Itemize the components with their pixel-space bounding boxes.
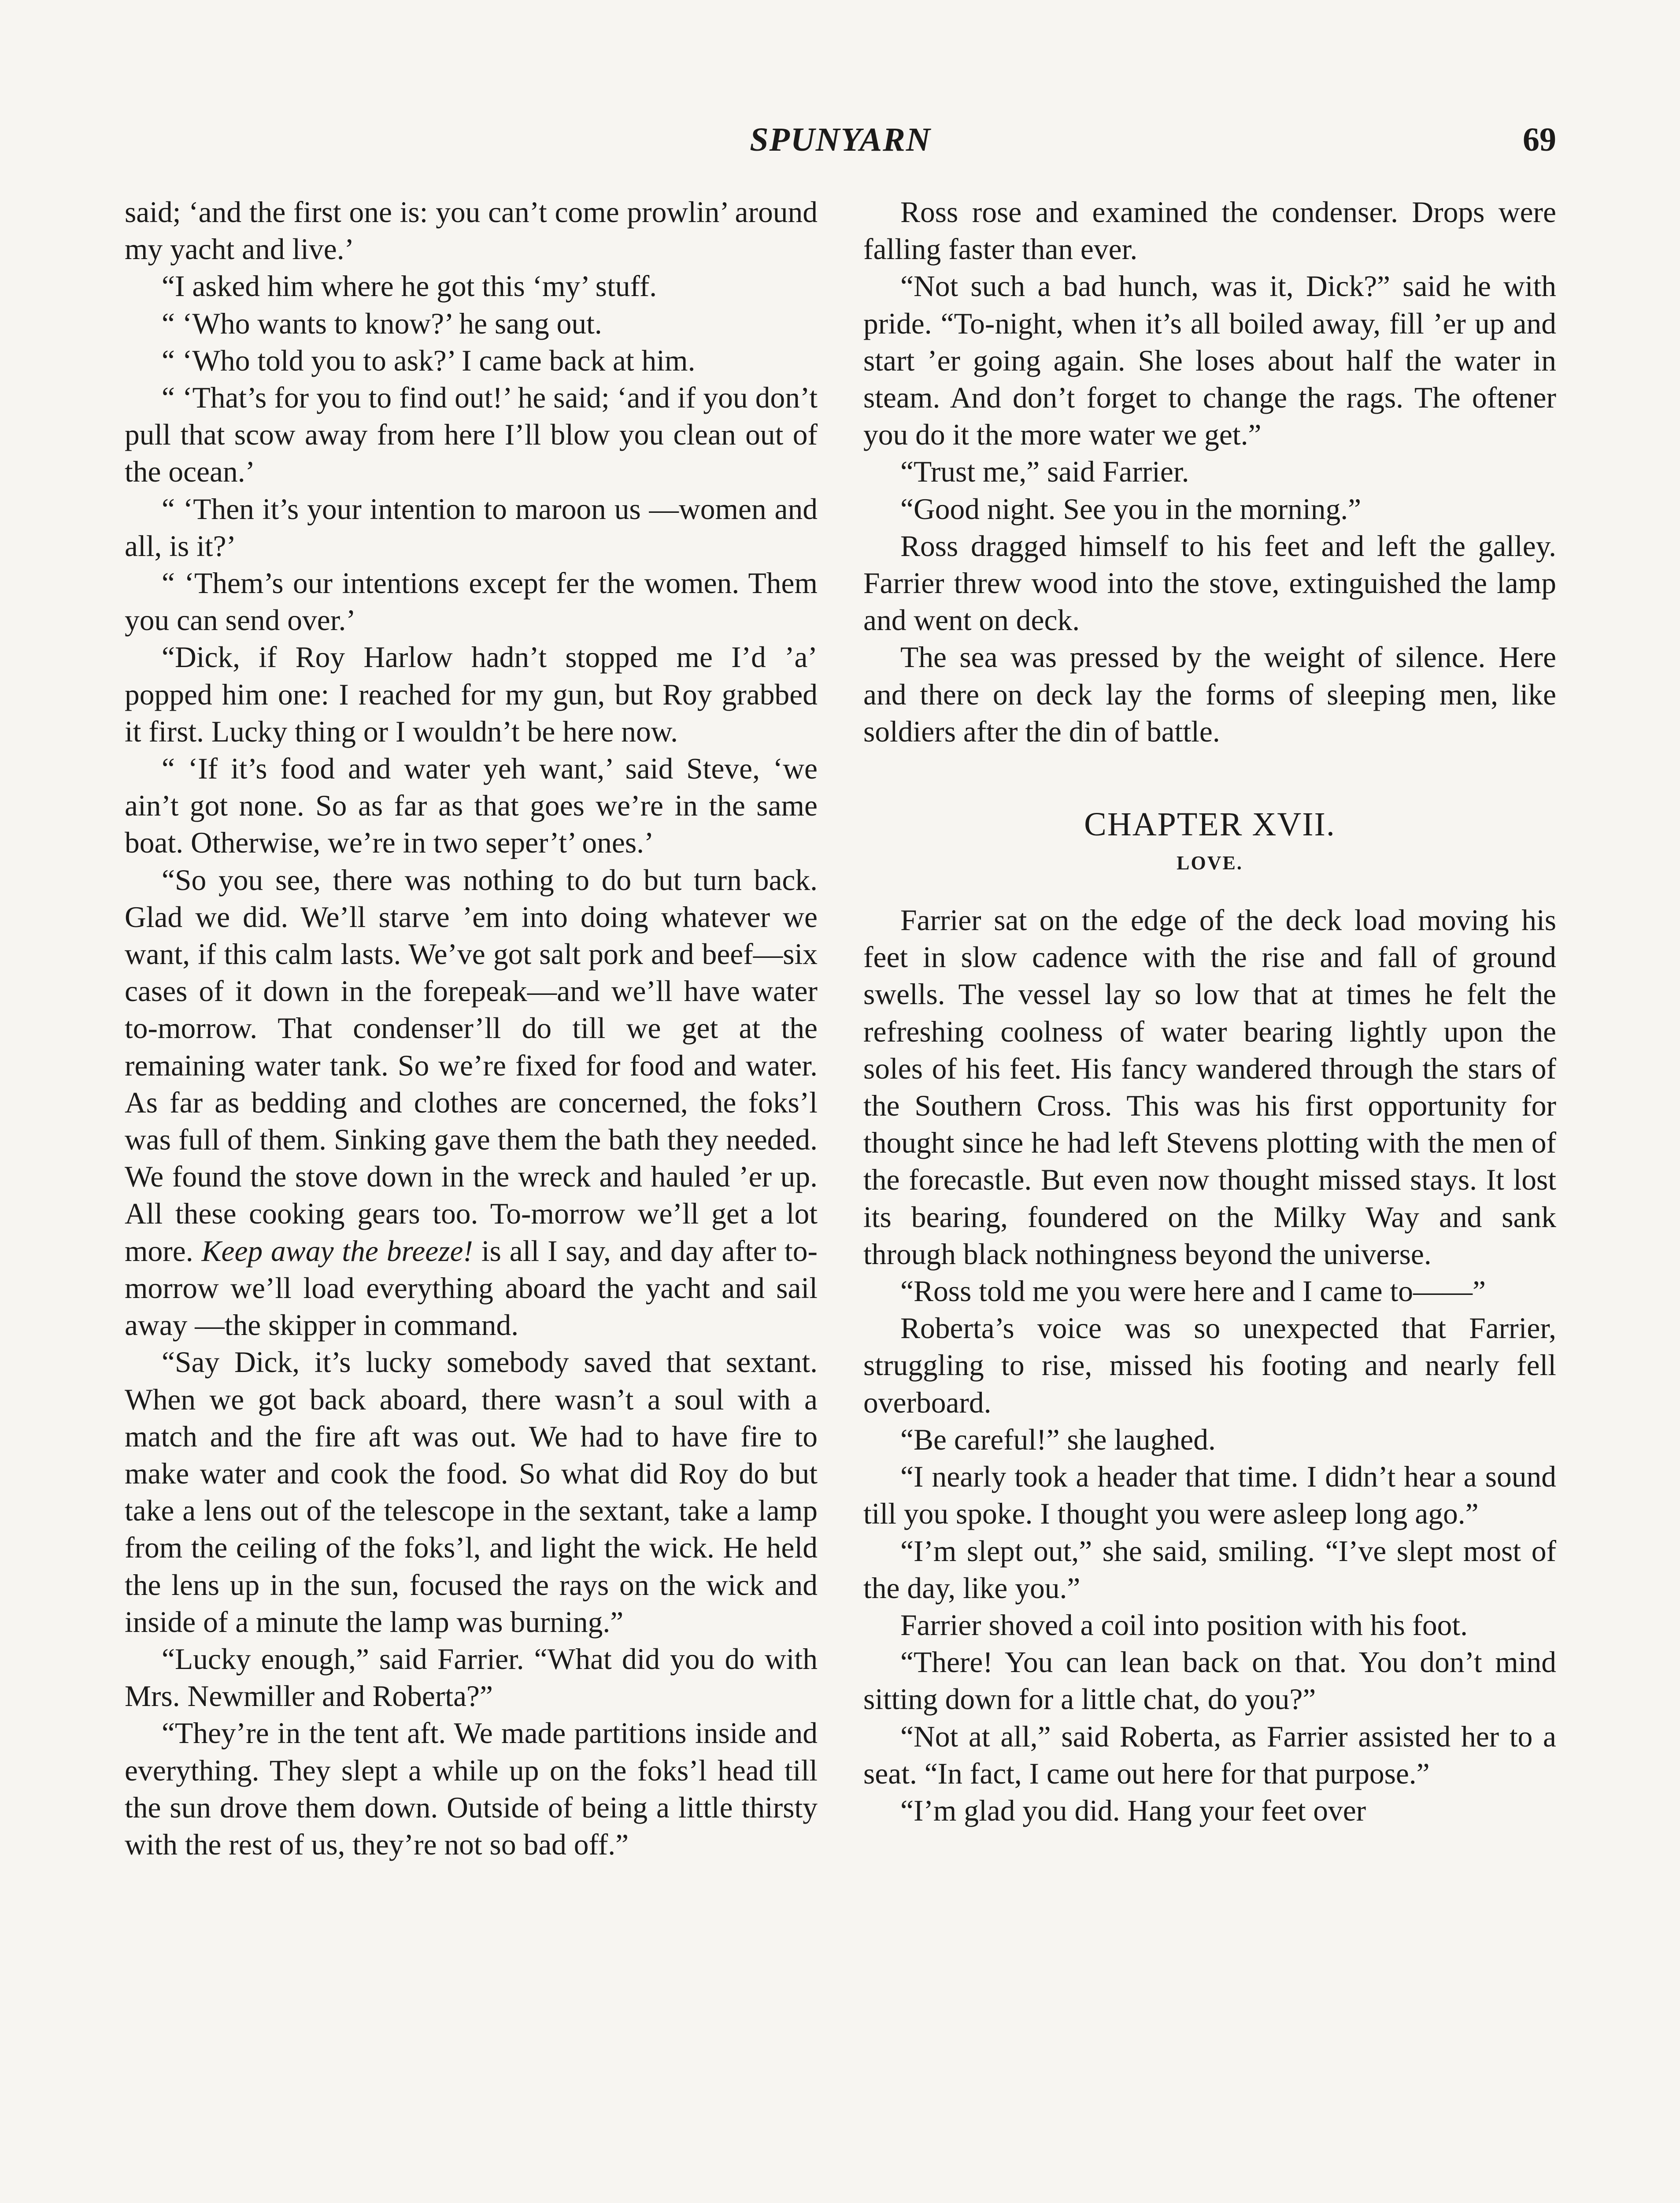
running-title: SPUNYARN [750, 121, 931, 158]
italic-phrase: Keep away the breeze! [201, 1234, 473, 1268]
paragraph: “ ‘Then it’s your intention to maroon us —women and all, is it?’ [125, 492, 818, 563]
paragraph: “ ‘Who wants to know?’ he sang out. [162, 307, 602, 340]
paragraph: “ ‘If it’s food and water yeh want,’ said Steve, ‘we ain’t got none. So as far as that goes we’re in the same boat. Otherwise, we’re in two seper’t’ ones.’ [125, 752, 818, 860]
paragraph-text: is all I say, and day after to-morrow we’ll load everything aboard the yacht and sail away —the skipper in command. [125, 1234, 818, 1342]
paragraph: Farrier sat on the edge of the deck load moving his feet in slow cadence with the rise and fall of ground swells. The vessel lay so low that at times he felt the refreshing coolness of water bearing lightly upon the soles of his feet. His fancy wandered through the stars of the Southern Cross. This was his first opportunity for thought since he had left Stevens plotting with the men of the forecastle. But even now thought missed stays. It lost its bearing, foundered on the Milky Way and sank through black nothingness beyond the universe. [863, 904, 1556, 1271]
paragraph [125, 862, 818, 1344]
paragraph: “I’m glad you did. Hang your feet over [900, 1794, 1366, 1827]
paragraph: Ross rose and examined the condenser. Drops were falling faster than ever. [863, 196, 1556, 266]
paragraph: “Lucky enough,” said Farrier. “What did you do with Mrs. Newmiller and Roberta?” [125, 1642, 818, 1713]
paragraph: “ ‘That’s for you to find out!’ he said; ‘and if you don’t pull that scow away from here I’ll blow you clean out of the ocean.’ [125, 381, 818, 489]
paragraph: “There! You can lean back on that. You don’t mind sitting down for a little chat, do you?” [863, 1646, 1556, 1716]
page-number: 69 [1523, 121, 1556, 158]
right-text-column [863, 194, 1556, 1829]
paragraph: “Say Dick, it’s lucky somebody saved that sextant. When we got back aboard, there wasn’t a soul with a match and the fire aft was out. We had to have fire to make water and cook the food. So what did Roy do but take a lens out of the telescope in the sextant, take a lamp from the ceiling of the foks’l, and light the wick. He held the lens up in the sun, focused the rays on the wick and inside of a minute the lamp was burning.” [125, 1346, 818, 1639]
paragraph: Farrier shoved a coil into position with his foot. [900, 1608, 1468, 1642]
paragraph: “Not such a bad hunch, was it, Dick?” said he with pride. “To-night, when it’s all boiled away, fill ’er up and start ’er going again. She loses about half the water in steam. And don’t forget to change the rags. The oftener you do it the more water we get.” [863, 270, 1556, 452]
page-header [125, 111, 1556, 168]
paragraph: “ ‘Who told you to ask?’ I came back at him. [162, 344, 696, 377]
paragraph: “They’re in the tent aft. We made partitions inside and everything. They slept a while up on the foks’l head till the sun drove them down. Outside of being a little thirsty with the rest of us, they’re not so bad off.” [125, 1717, 818, 1861]
chapter-heading: CHAPTER XVII. [1084, 806, 1336, 843]
paragraph: Roberta’s voice was so unexpected that Farrier, struggling to rise, missed his footing and nearly fell overboard. [863, 1312, 1556, 1419]
paragraph: “Dick, if Roy Harlow hadn’t stopped me I’d ’a’ popped him one: I reached for my gun, but Roy grabbed it first. Lucky thing or I wouldn’t be here now. [125, 641, 818, 748]
left-text-column [125, 194, 818, 1863]
paragraph: “I nearly took a header that time. I didn’t hear a sound till you spoke. I thought you were asleep long ago.” [863, 1460, 1556, 1531]
paragraph-text: “So you see, there was nothing to do but turn back. Glad we did. We’ll starve ’em into doing whatever we want, if this calm lasts. We’ve got salt pork and beef—six cases of it down in the forepeak—and we’ll have water to-morrow. That condenser’ll do till we get at the remaining water tank. So we’re fixed for food and water. As far as bedding and clothes are concerned, the foks’l was full of them. Sinking gave them the bath they needed. We found the stove down in the wreck and hauled ’er up. All these cooking gears too. To-morrow we’ll get a lot more. [125, 863, 818, 1268]
paragraph: “Not at all,” said Roberta, as Farrier assisted her to a seat. “In fact, I came out here for that purpose.” [863, 1720, 1556, 1790]
paragraph: “Good night. See you in the morning.” [900, 492, 1362, 526]
paragraph: Ross dragged himself to his feet and left the galley. Farrier threw wood into the stove, extinguished the lamp and went on deck. [863, 529, 1556, 637]
paragraph: “Trust me,” said Farrier. [900, 455, 1189, 489]
paragraph: The sea was pressed by the weight of silence. Here and there on deck lay the forms of sleeping men, like soldiers after the din of battle. [863, 641, 1556, 748]
paragraph: “Be careful!” she laughed. [900, 1423, 1216, 1456]
paragraph: “ ‘Them’s our intentions except fer the women. Them you can send over.’ [125, 567, 818, 637]
paragraph: “Ross told me you were here and I came to——” [900, 1275, 1486, 1308]
chapter-subtitle: LOVE. [1177, 852, 1243, 874]
paragraph: said; ‘and the first one is: you can’t come prowlin’ around my yacht and live.’ [125, 196, 818, 266]
paragraph: “I asked him where he got this ‘my’ stuff. [162, 270, 657, 303]
paragraph: “I’m slept out,” she said, smiling. “I’ve slept most of the day, like you.” [863, 1534, 1556, 1605]
